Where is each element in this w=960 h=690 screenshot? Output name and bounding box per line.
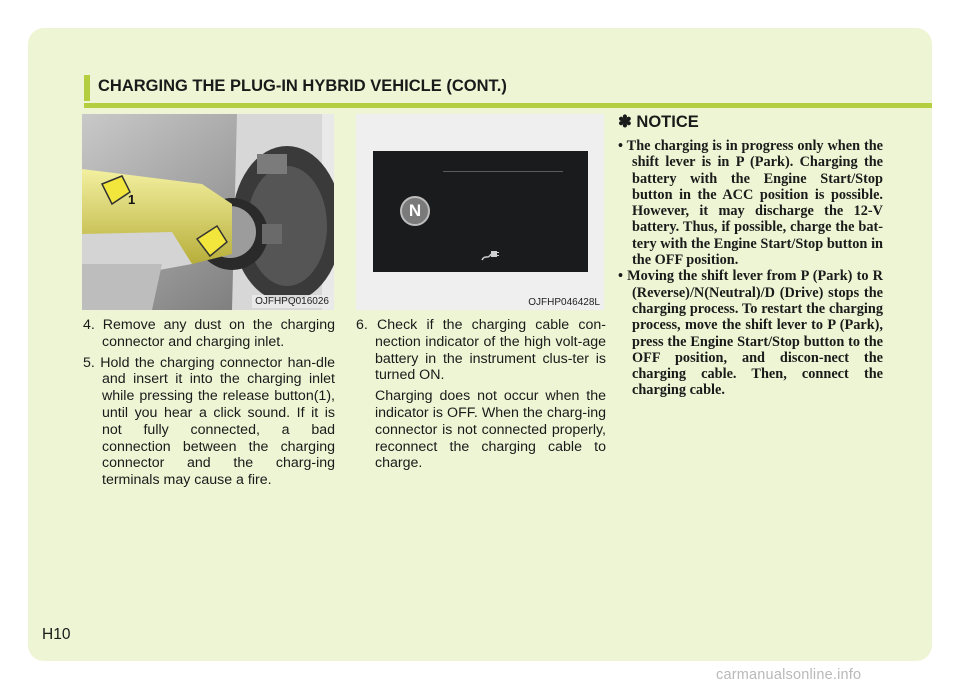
notice-box: [618, 112, 883, 399]
page-number: H10: [42, 626, 71, 643]
charging-connector-photo: [82, 114, 334, 310]
notice-title: NOTICE: [636, 113, 699, 131]
instrument-cluster-figure: [356, 114, 604, 310]
steps-column-right: [356, 317, 606, 472]
step-5: 5. Hold the charging connector han-dle and insert it into the charging inlet while pressing the release button(1), until you hear a click sound. If it is not fully connected, a bad connection between the charging connector and the charg-ing terminals may cause a fire.: [83, 354, 335, 489]
gear-indicator: N: [400, 196, 430, 226]
cluster-display: [373, 151, 588, 272]
figure-caption-left: OJFHPQ016026: [252, 295, 332, 308]
cluster-divider: [443, 171, 563, 172]
notice-star-icon: ✽: [618, 113, 632, 131]
step-4: 4. Remove any dust on the charging connector and charging inlet.: [83, 317, 335, 350]
notice-item-1: • The charging is in progress only when the shift lever is in P (Park). Charging the battery with the Engine Start/Stop button in the ACC position is possible. However, it may discharge the 12-V battery. Thus, if possible, charge the bat-tery with the Engine Start/Stop button in the OFF position.: [618, 138, 883, 269]
charging-connector-illustration: [82, 114, 334, 310]
figure-caption-right: OJFHP046428L: [528, 297, 600, 308]
step-6: 6. Check if the charging cable con-nection indicator of the high volt-age battery in the instrument clus-ter is turned ON.: [356, 317, 606, 384]
section-header: [84, 75, 932, 108]
steps-column-left: [83, 317, 335, 493]
charging-plug-icon: [481, 248, 499, 262]
callout-number: 1: [128, 192, 136, 207]
watermark: carmanualsonline.info: [716, 667, 862, 683]
notice-heading: [618, 112, 883, 132]
step-6-paragraph: Charging does not occur when the indicator is OFF. When the charg-ing connector is not connected properly, reconnect the charging cable to charge.: [375, 388, 606, 472]
section-title: CHARGING THE PLUG-IN HYBRID VEHICLE (CONT.): [98, 77, 507, 95]
notice-item-2: • Moving the shift lever from P (Park) to R (Reverse)/N(Neutral)/D (Drive) stops the charging process. To restart the charging process, move the shift lever to P (Park), press the Engine Start/Stop button to the OFF position, and discon-nect the charging cable. Then, connect the charging cable.: [618, 268, 883, 399]
